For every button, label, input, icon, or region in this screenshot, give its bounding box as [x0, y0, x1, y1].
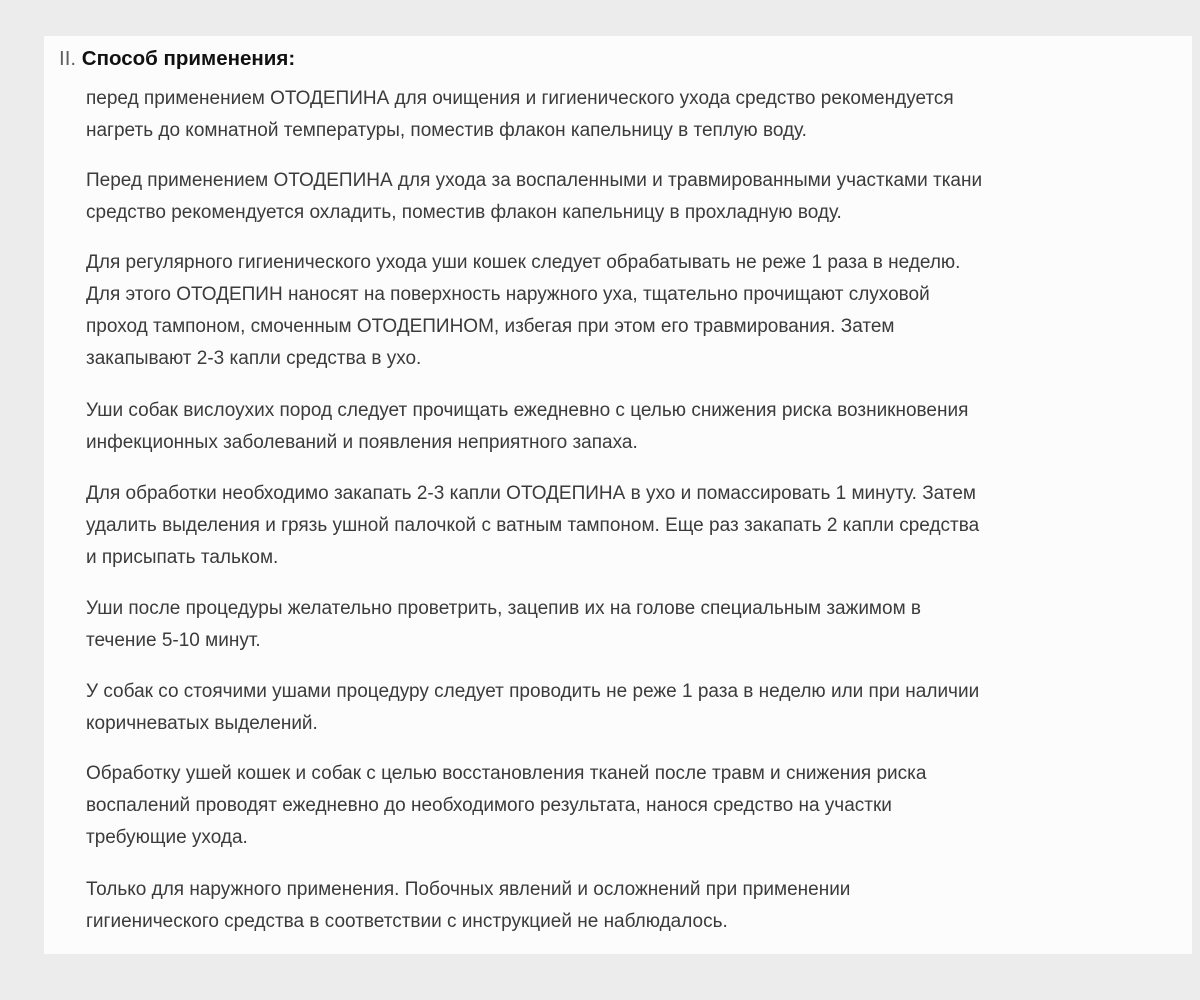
paragraph-tissue-recovery [86, 758, 926, 854]
paragraph-line: Для обработки необходимо закапать 2-3 капли ОТОДЕПИНА в ухо и помассировать 1 минуту. Затем [86, 483, 976, 504]
paragraph-line: гигиенического средства в соответствии с инструкцией не наблюдалось. [86, 911, 728, 932]
paragraph-line: Перед применением ОТОДЕПИНА для ухода за воспаленными и травмированными участками ткани [86, 170, 983, 191]
paragraph-floppy-ears [86, 395, 968, 459]
paragraph-erect-ears [86, 676, 979, 740]
instructions-panel [44, 36, 1192, 954]
paragraph-procedure [86, 478, 979, 574]
paragraph-airing [86, 593, 921, 657]
paragraph-line: течение 5-10 минут. [86, 630, 261, 651]
paragraph-line: средство рекомендуется охладить, поместив флакон капельницу в прохладную воду. [86, 202, 842, 223]
paragraph-line: коричневатых выделений. [86, 713, 318, 734]
paragraph-line: требующие ухода. [86, 827, 248, 848]
section-numeral: II. [59, 47, 77, 70]
paragraph-line: У собак со стоячими ушами процедуру следует проводить не реже 1 раза в неделю или при наличии [86, 681, 980, 702]
section-title: Способ применения: [81, 47, 296, 70]
paragraph-line: нагреть до комнатной температуры, поместив флакон капельницу в теплую воду. [86, 120, 807, 141]
paragraph-line: инфекционных заболеваний и появления неприятного запаха. [86, 432, 638, 453]
paragraph-line: Для этого ОТОДЕПИН наносят на поверхность наружного уха, тщательно прочищают слуховой [86, 284, 930, 305]
paragraph-line: Для регулярного гигиенического ухода уши кошек следует обрабатывать не реже 1 раза в неделю. [86, 252, 961, 273]
paragraph-external-use [86, 874, 850, 938]
paragraph-line: удалить выделения и грязь ушной палочкой с ватным тампоном. Еще раз закапать 2 капли средства [86, 515, 980, 536]
paragraph-line: проход тампоном, смоченным ОТОДЕПИНОМ, избегая при этом его травмирования. Затем [86, 316, 895, 337]
paragraph-line: закапывают 2-3 капли средства в ухо. [86, 348, 422, 369]
paragraph-line: Уши собак вислоухих пород следует прочищать ежедневно с целью снижения риска возникновения [86, 400, 969, 421]
paragraph-line: перед применением ОТОДЕПИНА для очищения и гигиенического ухода средство рекомендуется [86, 88, 954, 109]
paragraph-cats-hygiene [86, 247, 960, 375]
paragraph-line: Обработку ушей кошек и собак с целью восстановления тканей после травм и снижения риска [86, 763, 927, 784]
paragraph-line: и присыпать тальком. [86, 547, 279, 568]
paragraph-cooling [86, 165, 982, 229]
paragraph-line: Только для наружного применения. Побочных явлений и осложнений при применении [86, 879, 851, 900]
section-heading [59, 44, 295, 74]
paragraph-warming [86, 83, 954, 147]
paragraph-line: воспалений проводят ежедневно до необходимого результата, нанося средство на участки [86, 795, 892, 816]
paragraph-line: Уши после процедуры желательно проветрить, зацепив их на голове специальным зажимом в [86, 598, 921, 619]
